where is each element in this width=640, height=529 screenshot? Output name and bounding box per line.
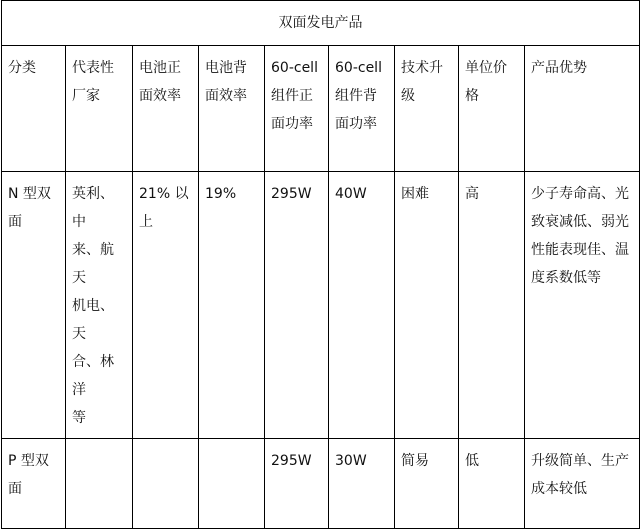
row-back-power: 40W [329,172,395,439]
row-manufacturers [66,439,133,529]
header-category: 分类 [2,46,66,172]
table-row [2,172,640,439]
row-front-power: 295W [265,172,329,439]
table-title: 双面发电产品 [2,1,640,46]
row-tech-upgrade: 困难 [395,172,459,439]
row-manufacturers: 英利、中 来、航天 机电、天 合、林洋 等 [66,172,133,439]
row-tech-upgrade: 简易 [395,439,459,529]
row-back-power: 30W [329,439,395,529]
row-front-power: 295W [265,439,329,529]
row-advantages: 少子寿命高、光 致衰减低、弱光 性能表现佳、温 度系数低等 [525,172,640,439]
row-front-efficiency [133,439,199,529]
row-category: N 型双 面 [2,172,66,439]
bifacial-products-table [1,0,640,529]
row-unit-price: 高 [459,172,525,439]
title-row [2,1,640,46]
row-advantages: 升级简单、生产 成本较低 [525,439,640,529]
header-manufacturers: 代表性 厂家 [66,46,133,172]
header-front-efficiency: 电池正 面效率 [133,46,199,172]
header-tech-upgrade: 技术升 级 [395,46,459,172]
header-front-power: 60-cell 组件正 面功率 [265,46,329,172]
header-advantages: 产品优势 [525,46,640,172]
header-unit-price: 单位价 格 [459,46,525,172]
row-back-efficiency [199,439,265,529]
header-row [2,46,640,172]
header-back-power: 60-cell 组件背 面功率 [329,46,395,172]
row-unit-price: 低 [459,439,525,529]
header-back-efficiency: 电池背 面效率 [199,46,265,172]
row-back-efficiency: 19% [199,172,265,439]
table-row [2,439,640,529]
row-front-efficiency: 21% 以 上 [133,172,199,439]
row-category: P 型双 面 [2,439,66,529]
